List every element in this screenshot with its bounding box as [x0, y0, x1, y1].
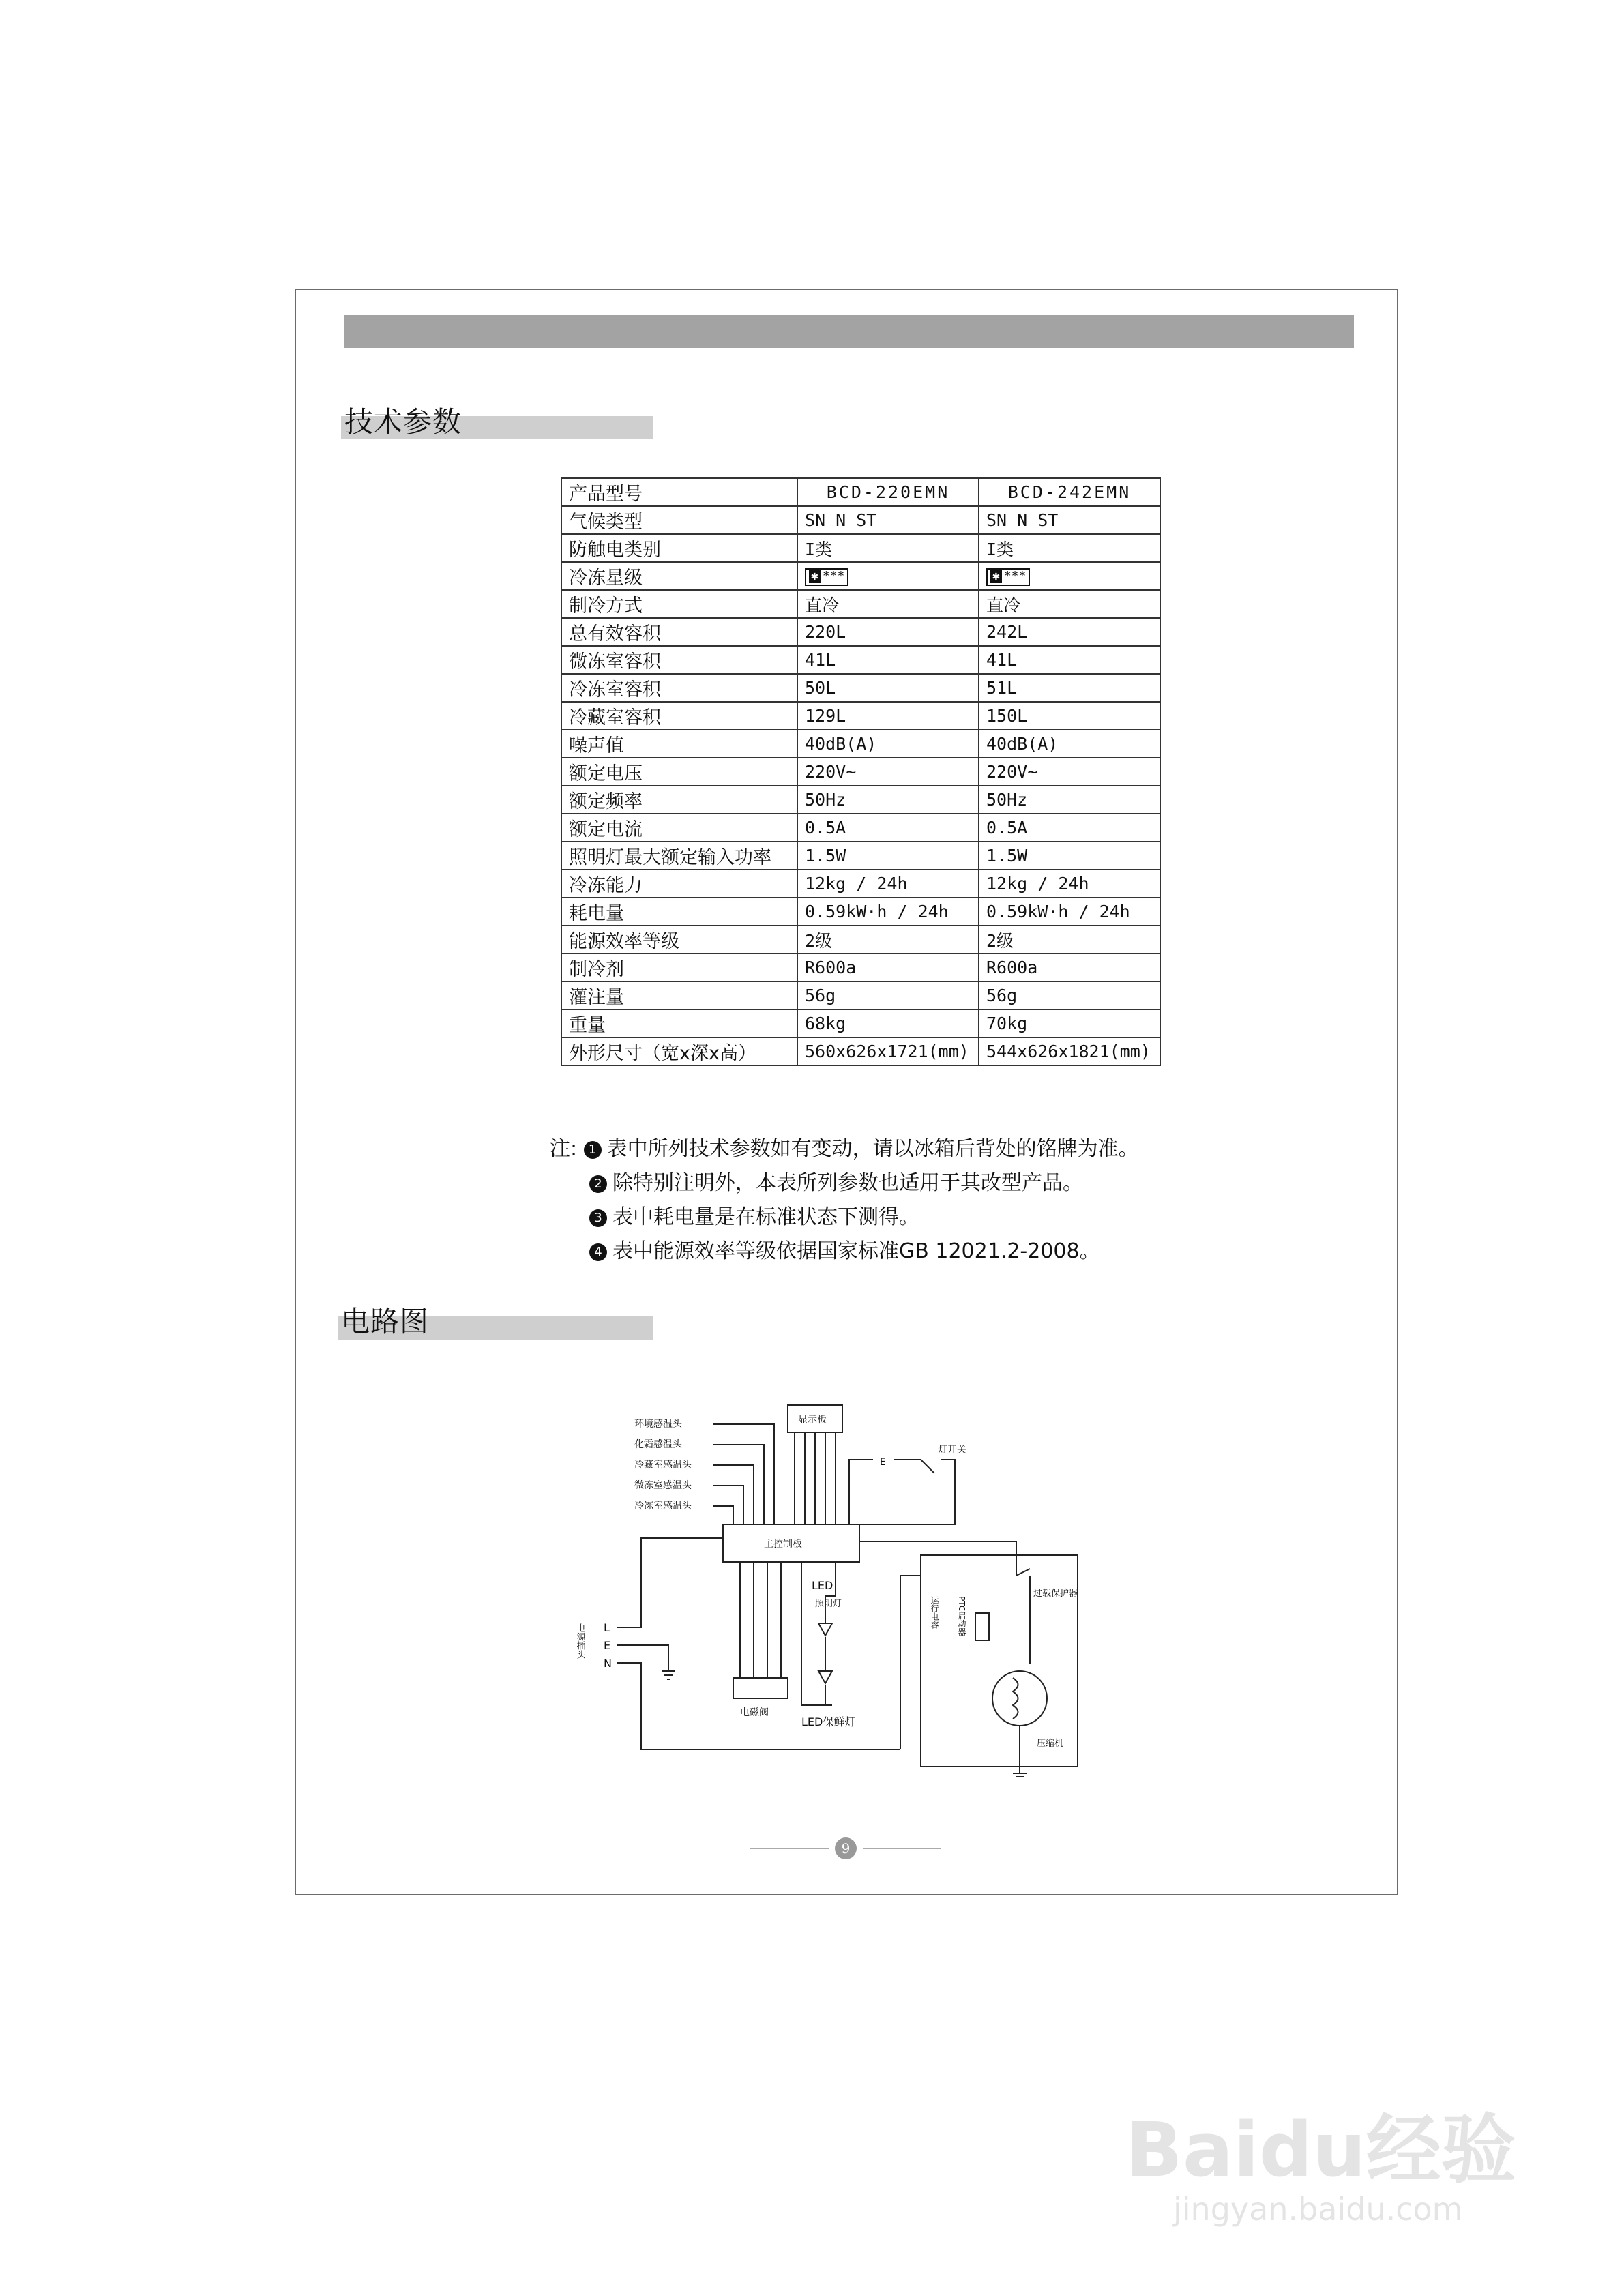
- spec-value-model-2: SN N ST: [979, 506, 1160, 534]
- compressor-wires: [859, 1541, 1030, 1749]
- note-number: 1: [584, 1141, 602, 1159]
- compressor-ground: [1013, 1726, 1027, 1777]
- freezer-star-rating-icon: ✱ ***: [805, 568, 848, 586]
- spec-table-row: [561, 1009, 1160, 1037]
- notes-block: [550, 1132, 1139, 1269]
- circuit-diagram: [566, 1391, 1112, 1780]
- spec-table-row: [561, 926, 1160, 954]
- spec-value-model-1: 2级: [797, 926, 979, 954]
- spec-label: 外形尺寸（宽x深x高）: [561, 1037, 797, 1065]
- line-L: L: [604, 1621, 610, 1634]
- note-row: [550, 1132, 1139, 1166]
- spec-table-row: [561, 981, 1160, 1009]
- spec-label: 制冷剂: [561, 954, 797, 981]
- light-switch-label: 灯开关: [938, 1445, 966, 1456]
- solenoid-valve: [733, 1678, 788, 1698]
- note-number: 3: [589, 1209, 607, 1227]
- spec-table-row: [561, 1037, 1160, 1065]
- spec-label: 冷冻室容积: [561, 674, 797, 702]
- spec-value-model-1: 560x626x1721(mm): [797, 1037, 979, 1065]
- spec-table-row: [561, 534, 1160, 562]
- compressor-box: [921, 1555, 1078, 1767]
- spec-label: 照明灯最大额定输入功率: [561, 842, 797, 870]
- watermark-url: jingyan.baidu.com: [1173, 2191, 1463, 2228]
- spec-label: 气候类型: [561, 506, 797, 534]
- compressor-label: 压缩机: [1037, 1739, 1064, 1749]
- line-E: E: [604, 1639, 611, 1652]
- spec-value-model-1: 129L: [797, 702, 979, 730]
- spec-label: 灌注量: [561, 981, 797, 1009]
- header-bar: [344, 315, 1354, 348]
- spec-value-model-1: 220L: [797, 618, 979, 646]
- spec-table-row: [561, 954, 1160, 981]
- spec-label: 噪声值: [561, 730, 797, 758]
- spec-value-model-2: 41L: [979, 646, 1160, 674]
- spec-value-model-2: 51L: [979, 674, 1160, 702]
- header-label: 产品型号: [561, 478, 797, 506]
- spec-table-row: [561, 730, 1160, 758]
- spec-table-row: [561, 898, 1160, 926]
- note-row: [550, 1235, 1139, 1269]
- spec-label: 额定频率: [561, 786, 797, 814]
- spec-value-model-1: 0.59kW·h / 24h: [797, 898, 979, 926]
- spec-value-model-1: R600a: [797, 954, 979, 981]
- spec-table-row: [561, 674, 1160, 702]
- spec-table-header: [561, 478, 1160, 506]
- lighting-lamp-label: 照明灯: [815, 1599, 842, 1609]
- spec-value-model-1: 0.5A: [797, 814, 979, 842]
- spec-label: 防触电类别: [561, 534, 797, 562]
- line-N: N: [604, 1657, 612, 1670]
- spec-value-model-1: 50L: [797, 674, 979, 702]
- spec-value-model-2: [979, 562, 1160, 590]
- spec-table-row: [561, 870, 1160, 898]
- watermark-brand: Baidu经验: [1125, 2108, 1516, 2194]
- spec-value-model-1: 56g: [797, 981, 979, 1009]
- spec-value-model-1: 1.5W: [797, 842, 979, 870]
- spec-label: 额定电流: [561, 814, 797, 842]
- spec-value-model-1: 41L: [797, 646, 979, 674]
- led-fresh-lamp-label: LED保鲜灯: [801, 1715, 856, 1728]
- power-plug-label: 电源插头: [574, 1623, 585, 1659]
- baidu-watermark: [1119, 2108, 1596, 2230]
- spec-label: 冷冻能力: [561, 870, 797, 898]
- spec-label: 能源效率等级: [561, 926, 797, 954]
- spec-table-row: [561, 758, 1160, 786]
- spec-label: 制冷方式: [561, 590, 797, 618]
- spec-value-model-2: 242L: [979, 618, 1160, 646]
- spec-label: 微冻室容积: [561, 646, 797, 674]
- note-number: 2: [589, 1175, 607, 1193]
- spec-value-model-2: 1.5W: [979, 842, 1160, 870]
- page-number-marker: [750, 1835, 941, 1862]
- sensor-label: 环境感温头: [634, 1419, 682, 1430]
- spec-value-model-2: 50Hz: [979, 786, 1160, 814]
- spec-label: 总有效容积: [561, 618, 797, 646]
- freezer-star-rating-icon: ✱ ***: [986, 568, 1030, 586]
- note-number: 4: [589, 1243, 607, 1261]
- spec-value-model-2: 150L: [979, 702, 1160, 730]
- switch-label: E: [880, 1457, 886, 1468]
- spec-table-row: [561, 814, 1160, 842]
- spec-table-row: [561, 618, 1160, 646]
- header-model-1: BCD-220EMN: [797, 478, 979, 506]
- sensor-label: 微冻室感温头: [634, 1480, 692, 1491]
- note-row: [550, 1200, 1139, 1235]
- notes-prefix: 注:: [550, 1137, 578, 1161]
- spec-table-row: [561, 702, 1160, 730]
- spec-table-row: [561, 590, 1160, 618]
- spec-label: 额定电压: [561, 758, 797, 786]
- solenoid-valve-label: 电磁阀: [740, 1707, 769, 1718]
- spec-value-model-2: 56g: [979, 981, 1160, 1009]
- valve-wires: [740, 1562, 781, 1678]
- main-board-label: 主控制板: [764, 1539, 802, 1550]
- note-row: [550, 1166, 1139, 1200]
- light-switch-wire: [849, 1460, 955, 1524]
- spec-table: [561, 477, 1161, 1066]
- spec-table-row: [561, 786, 1160, 814]
- overload-protector-label: 过载保护器: [1033, 1589, 1078, 1599]
- spec-table-row: [561, 842, 1160, 870]
- note-text: 表中能源效率等级依据国家标准GB 12021.2-2008。: [612, 1239, 1100, 1263]
- spec-value-model-2: 220V~: [979, 758, 1160, 786]
- spec-value-model-2: 0.59kW·h / 24h: [979, 898, 1160, 926]
- spec-value-model-2: I类: [979, 534, 1160, 562]
- page-number: 9: [841, 1840, 851, 1857]
- spec-table-row: [561, 562, 1160, 590]
- header-model-2: BCD-242EMN: [979, 478, 1160, 506]
- ptc-starter: [975, 1613, 989, 1640]
- spec-value-model-1: SN N ST: [797, 506, 979, 534]
- spec-label: 冷冻星级: [561, 562, 797, 590]
- spec-value-model-1: 直冷: [797, 590, 979, 618]
- spec-table-row: [561, 506, 1160, 534]
- spec-value-model-2: 70kg: [979, 1009, 1160, 1037]
- note-text: 除特别注明外，本表所列参数也适用于其改型产品。: [612, 1171, 1083, 1195]
- spec-value-model-2: 544x626x1821(mm): [979, 1037, 1160, 1065]
- note-text: 表中所列技术参数如有变动，请以冰箱后背处的铭牌为准。: [606, 1137, 1139, 1161]
- spec-label: 重量: [561, 1009, 797, 1037]
- spec-label: 耗电量: [561, 898, 797, 926]
- specs-section-title: 技术参数: [344, 405, 462, 439]
- spec-value-model-1: 12kg / 24h: [797, 870, 979, 898]
- note-text: 表中耗电量是在标准状态下测得。: [612, 1205, 919, 1229]
- spec-value-model-2: 0.5A: [979, 814, 1160, 842]
- spec-value-model-2: 40dB(A): [979, 730, 1160, 758]
- spec-label: 冷藏室容积: [561, 702, 797, 730]
- sensor-label: 冷冻室感温头: [634, 1501, 692, 1511]
- spec-value-model-2: 直冷: [979, 590, 1160, 618]
- led-label: LED: [812, 1579, 833, 1592]
- display-wires: [795, 1432, 836, 1524]
- spec-table-row: [561, 646, 1160, 674]
- ground-symbol: [662, 1671, 675, 1679]
- spec-value-model-1: [797, 562, 979, 590]
- spec-value-model-1: 220V~: [797, 758, 979, 786]
- spec-value-model-2: 12kg / 24h: [979, 870, 1160, 898]
- spec-value-model-2: 2级: [979, 926, 1160, 954]
- spec-value-model-1: 68kg: [797, 1009, 979, 1037]
- sensor-label: 化霜感温头: [634, 1439, 682, 1450]
- motor-coil: [1013, 1678, 1018, 1719]
- spec-value-model-1: 40dB(A): [797, 730, 979, 758]
- display-board-label: 显示板: [798, 1415, 827, 1426]
- compressor-motor: [992, 1671, 1047, 1726]
- circuit-section-title: 电路图: [341, 1305, 430, 1338]
- sensor-wires: [713, 1424, 774, 1524]
- ptc-starter-label: PTC启动器: [957, 1596, 966, 1636]
- spec-value-model-2: R600a: [979, 954, 1160, 981]
- spec-value-model-1: I类: [797, 534, 979, 562]
- run-capacitor-label: 运行电容: [930, 1596, 939, 1629]
- sensor-label: 冷藏室感温头: [634, 1460, 692, 1471]
- spec-value-model-1: 50Hz: [797, 786, 979, 814]
